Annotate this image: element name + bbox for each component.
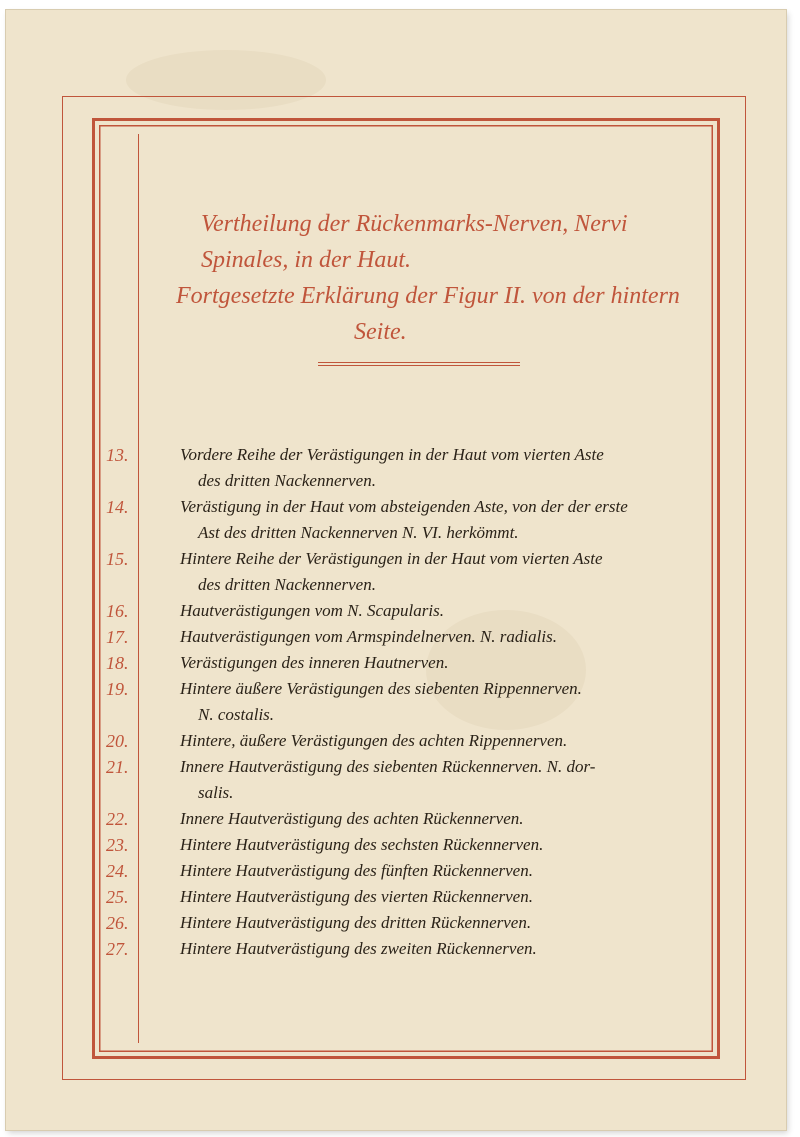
title-line-1: Vertheilung der Rückenmarks-Nerven, Nervi (201, 211, 628, 237)
entry-text-continuation: Ast des dritten Nackennerven N. VI. herkömmt. (198, 523, 519, 542)
entry-number: 21. (106, 757, 129, 777)
entry-text: Vordere Reihe der Verästigungen in der Haut vom vierten Aste (180, 445, 604, 464)
entry-text-continuation: des dritten Nackennerven. (198, 471, 376, 490)
legend-entry (106, 832, 716, 858)
title-divider (318, 362, 520, 366)
entry-number: 20. (106, 731, 129, 751)
entry-number: 26. (106, 913, 129, 933)
title-line-2: Spinales, in der Haut. (201, 247, 411, 273)
entry-text: Hintere äußere Verästigungen des siebenten Rippennerven. (180, 679, 582, 698)
legend-entry (106, 624, 716, 650)
entry-number: 15. (106, 549, 129, 569)
legend-entry (106, 728, 716, 754)
legend-entry (106, 806, 716, 832)
legend-entry (106, 884, 716, 910)
entry-text: Innere Hautverästigung des achten Rückennerven. (180, 809, 524, 828)
legend-list (106, 442, 716, 962)
entry-number: 14. (106, 497, 129, 517)
entry-number: 25. (106, 887, 129, 907)
entry-text: Innere Hautverästigung des siebenten Rückennerven. N. dor- (180, 757, 596, 776)
legend-entry (106, 936, 716, 962)
legend-entry (106, 650, 716, 676)
legend-entry (106, 910, 716, 936)
entry-text: Verästigungen des inneren Hautnerven. (180, 653, 449, 672)
legend-entry (106, 598, 716, 624)
manuscript-page (6, 10, 786, 1130)
page-title (176, 206, 716, 350)
entry-number: 17. (106, 627, 129, 647)
entry-number: 23. (106, 835, 129, 855)
entry-text-continuation: des dritten Nackennerven. (198, 575, 376, 594)
entry-text-continuation: N. costalis. (198, 705, 275, 724)
legend-entry (106, 442, 716, 494)
entry-text: Hintere, äußere Verästigungen des achten Rippennerven. (180, 731, 568, 750)
entry-number: 27. (106, 939, 129, 959)
entry-number: 13. (106, 445, 129, 465)
entry-text: Hautverästigungen vom N. Scapularis. (180, 601, 444, 620)
entry-text: Hintere Hautverästigung des vierten Rückennerven. (180, 887, 533, 906)
entry-text: Hintere Hautverästigung des fünften Rückennerven. (180, 861, 533, 880)
entry-text: Hintere Reihe der Verästigungen in der Haut vom vierten Aste (180, 549, 603, 568)
legend-entry (106, 494, 716, 546)
entry-number: 18. (106, 653, 129, 673)
entry-text: Hintere Hautverästigung des zweiten Rückennerven. (180, 939, 537, 958)
entry-text: Hautverästigungen vom Armspindelnerven. N. radialis. (180, 627, 557, 646)
entry-number: 24. (106, 861, 129, 881)
legend-entry (106, 546, 716, 598)
entry-number: 16. (106, 601, 129, 621)
entry-text: Verästigung in der Haut vom absteigenden Aste, von der der erste (180, 497, 628, 516)
entry-text: Hintere Hautverästigung des sechsten Rückennerven. (180, 835, 544, 854)
entry-number: 22. (106, 809, 129, 829)
title-line-4: Seite. (354, 319, 407, 345)
entry-text-continuation: salis. (198, 783, 234, 802)
entry-number: 19. (106, 679, 129, 699)
entry-text: Hintere Hautverästigung des dritten Rückennerven. (180, 913, 532, 932)
title-line-3: Fortgesetzte Erklärung der Figur II. von der hintern (176, 283, 680, 309)
legend-entry (106, 676, 716, 728)
legend-entry (106, 754, 716, 806)
legend-entry (106, 858, 716, 884)
